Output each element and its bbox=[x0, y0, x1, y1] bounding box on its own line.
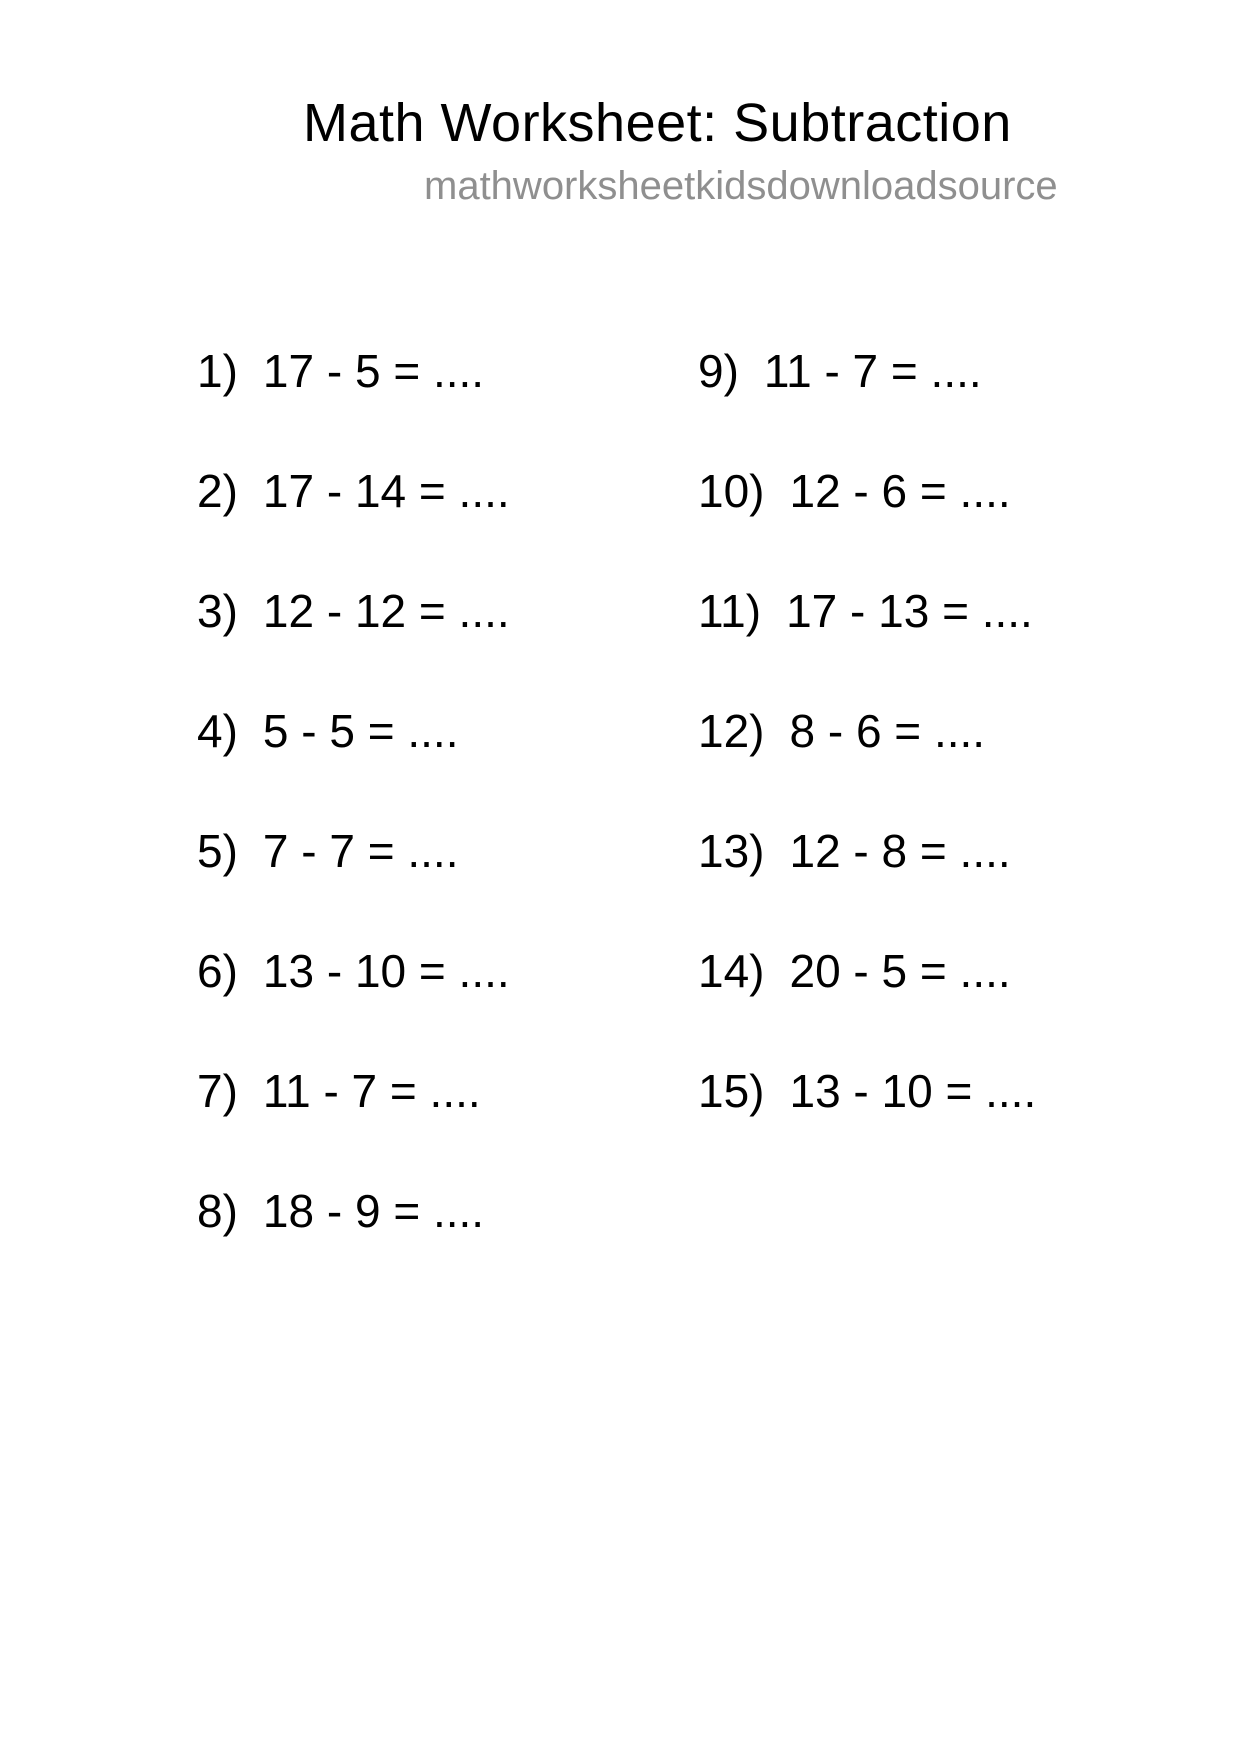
problem-row bbox=[698, 465, 1036, 588]
problem-expression: 20 - 5 = .... bbox=[789, 945, 1011, 997]
problem-expression: 17 - 5 = .... bbox=[262, 345, 485, 397]
problem-number: 10) bbox=[698, 465, 765, 517]
problem-expression: 17 - 13 = .... bbox=[786, 585, 1033, 637]
problem-row bbox=[698, 585, 1036, 708]
problem-expression: 17 - 14 = .... bbox=[262, 465, 510, 517]
problem-row bbox=[197, 825, 510, 948]
problem-expression: 12 - 8 = .... bbox=[789, 825, 1011, 877]
problem-number: 3) bbox=[197, 585, 238, 637]
problem-number: 2) bbox=[197, 465, 238, 517]
problem-row bbox=[698, 945, 1036, 1068]
problem-number: 4) bbox=[197, 705, 238, 757]
problem-row bbox=[698, 825, 1036, 948]
problem-row bbox=[197, 705, 510, 828]
problem-number: 14) bbox=[698, 945, 765, 997]
problem-expression: 18 - 9 = .... bbox=[262, 1185, 485, 1237]
problem-row bbox=[197, 345, 510, 468]
problem-row bbox=[698, 705, 1036, 828]
problem-row bbox=[197, 465, 510, 588]
problem-row bbox=[197, 945, 510, 1068]
problem-number: 1) bbox=[197, 345, 238, 397]
problem-column-left bbox=[197, 345, 510, 1308]
problem-expression: 11 - 7 = .... bbox=[763, 345, 982, 397]
problem-expression: 8 - 6 = .... bbox=[789, 705, 986, 757]
problem-number: 13) bbox=[698, 825, 765, 877]
page-title: Math Worksheet: Subtraction bbox=[303, 93, 1012, 153]
problem-expression: 13 - 10 = .... bbox=[789, 1065, 1037, 1117]
problem-row bbox=[197, 1065, 510, 1188]
problem-number: 7) bbox=[197, 1065, 238, 1117]
problem-expression: 12 - 12 = .... bbox=[262, 585, 510, 637]
problem-expression: 7 - 7 = .... bbox=[262, 825, 459, 877]
problem-row bbox=[197, 1185, 510, 1308]
problem-number: 5) bbox=[197, 825, 238, 877]
problem-row bbox=[197, 585, 510, 708]
problem-row bbox=[698, 1065, 1037, 1188]
page-subtitle: mathworksheetkidsdownloadsource bbox=[424, 164, 1058, 208]
problem-number: 15) bbox=[698, 1065, 765, 1117]
problem-expression: 12 - 6 = .... bbox=[789, 465, 1011, 517]
problem-number: 9) bbox=[698, 345, 739, 397]
problem-column-right bbox=[698, 345, 1037, 1188]
problem-expression: 13 - 10 = .... bbox=[262, 945, 510, 997]
problem-number: 11) bbox=[698, 585, 762, 637]
problem-row bbox=[698, 345, 1036, 468]
problem-number: 12) bbox=[698, 705, 765, 757]
problem-number: 8) bbox=[197, 1185, 238, 1237]
problem-number: 6) bbox=[197, 945, 238, 997]
problem-expression: 11 - 7 = .... bbox=[262, 1065, 481, 1117]
problem-expression: 5 - 5 = .... bbox=[262, 705, 459, 757]
